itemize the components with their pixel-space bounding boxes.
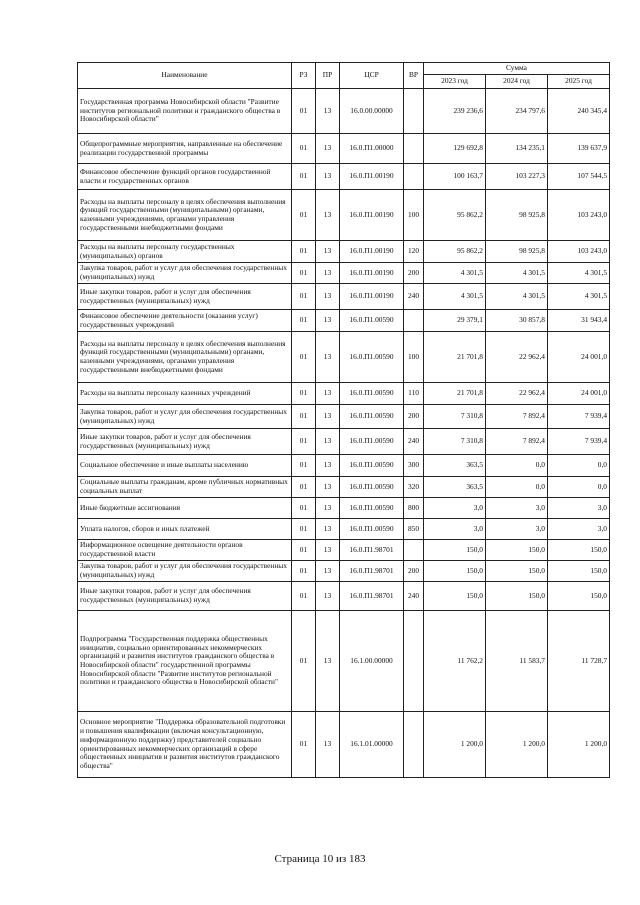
row-pr: 13 bbox=[316, 405, 340, 429]
row-sum-2024: 98 925,8 bbox=[486, 241, 548, 263]
row-csr: 16.0.П1.98701 bbox=[340, 561, 404, 582]
row-csr: 16.0.П1.00590 bbox=[340, 383, 404, 405]
row-rz: 01 bbox=[292, 383, 316, 405]
row-name: Расходы на выплаты персоналу в целях обеспечения выполнения функций государственными (муниципальными) органами, казенными учреждениями, органами управления государственными внебюджетными фондами bbox=[78, 332, 292, 383]
row-sum-2025: 0,0 bbox=[548, 455, 610, 477]
row-sum-2023: 363,5 bbox=[424, 455, 486, 477]
row-vr bbox=[404, 164, 424, 190]
table-row bbox=[78, 405, 610, 429]
row-csr: 16.0.00.00000 bbox=[340, 89, 404, 134]
row-sum-2024: 22 962,4 bbox=[486, 332, 548, 383]
row-name: Общепрограммные мероприятия, направленные на обеспечение реализации государственной программы bbox=[78, 134, 292, 164]
row-sum-2024: 150,0 bbox=[486, 561, 548, 582]
row-pr: 13 bbox=[316, 540, 340, 561]
row-name: Основное мероприятие "Поддержка образовательной подготовки и повышения квалификации (включая консультационную, информационную поддержку) представителей социально ориентированных некоммерческих организаций в сфере общественных инициатив и развития институтов гражданского общества" bbox=[78, 712, 292, 778]
row-pr: 13 bbox=[316, 310, 340, 332]
header-sum: Сумма bbox=[424, 63, 610, 75]
row-pr: 13 bbox=[316, 190, 340, 241]
row-rz: 01 bbox=[292, 332, 316, 383]
table-row bbox=[78, 561, 610, 582]
row-name: Закупка товаров, работ и услуг для обеспечения государственных (муниципальных) нужд bbox=[78, 405, 292, 429]
budget-table bbox=[77, 62, 610, 778]
row-vr: 320 bbox=[404, 477, 424, 498]
row-sum-2025: 3,0 bbox=[548, 498, 610, 519]
header-name: Наименование bbox=[78, 63, 292, 89]
table-row bbox=[78, 540, 610, 561]
row-sum-2024: 103 227,3 bbox=[486, 164, 548, 190]
row-pr: 13 bbox=[316, 332, 340, 383]
row-name: Информационное освещение деятельности органов государственной власти bbox=[78, 540, 292, 561]
header-year-2023: 2023 год bbox=[424, 75, 486, 89]
row-rz: 01 bbox=[292, 284, 316, 310]
row-sum-2024: 22 962,4 bbox=[486, 383, 548, 405]
row-vr bbox=[404, 310, 424, 332]
table-row bbox=[78, 383, 610, 405]
row-sum-2023: 1 200,0 bbox=[424, 712, 486, 778]
row-csr: 16.0.П1.00190 bbox=[340, 284, 404, 310]
row-sum-2023: 129 692,8 bbox=[424, 134, 486, 164]
row-rz: 01 bbox=[292, 712, 316, 778]
header-pr: ПР bbox=[316, 63, 340, 89]
row-sum-2025: 103 243,0 bbox=[548, 241, 610, 263]
row-rz: 01 bbox=[292, 405, 316, 429]
row-vr: 100 bbox=[404, 190, 424, 241]
row-sum-2025: 7 939,4 bbox=[548, 429, 610, 455]
row-sum-2024: 7 892,4 bbox=[486, 429, 548, 455]
row-rz: 01 bbox=[292, 498, 316, 519]
row-sum-2025: 7 939,4 bbox=[548, 405, 610, 429]
row-sum-2024: 150,0 bbox=[486, 540, 548, 561]
row-pr: 13 bbox=[316, 284, 340, 310]
row-rz: 01 bbox=[292, 89, 316, 134]
row-vr: 200 bbox=[404, 405, 424, 429]
row-pr: 13 bbox=[316, 477, 340, 498]
row-pr: 13 bbox=[316, 383, 340, 405]
table-row bbox=[78, 284, 610, 310]
row-rz: 01 bbox=[292, 611, 316, 712]
row-sum-2025: 107 544,5 bbox=[548, 164, 610, 190]
table-body bbox=[78, 89, 610, 778]
page-footer: Страница 10 из 183 bbox=[274, 853, 366, 865]
table-row bbox=[78, 498, 610, 519]
row-name: Расходы на выплаты персоналу в целях обеспечения выполнения функций государственными (муниципальными) органами, казенными учреждениями, органами управления государственными внебюджетными фондами bbox=[78, 190, 292, 241]
row-csr: 16.0.П1.00190 bbox=[340, 263, 404, 284]
row-sum-2023: 7 310,8 bbox=[424, 429, 486, 455]
row-rz: 01 bbox=[292, 582, 316, 611]
row-rz: 01 bbox=[292, 241, 316, 263]
row-vr: 100 bbox=[404, 332, 424, 383]
row-pr: 13 bbox=[316, 561, 340, 582]
row-pr: 13 bbox=[316, 498, 340, 519]
row-csr: 16.0.П1.00590 bbox=[340, 405, 404, 429]
row-sum-2023: 11 762,2 bbox=[424, 611, 486, 712]
row-sum-2025: 4 301,5 bbox=[548, 263, 610, 284]
row-pr: 13 bbox=[316, 134, 340, 164]
row-rz: 01 bbox=[292, 429, 316, 455]
row-pr: 13 bbox=[316, 429, 340, 455]
row-csr: 16.0.П1.00190 bbox=[340, 190, 404, 241]
table-row bbox=[78, 455, 610, 477]
row-sum-2024: 0,0 bbox=[486, 455, 548, 477]
row-sum-2023: 150,0 bbox=[424, 582, 486, 611]
header-csr: ЦСР bbox=[340, 63, 404, 89]
table-row bbox=[78, 611, 610, 712]
table-row bbox=[78, 263, 610, 284]
row-sum-2024: 0,0 bbox=[486, 477, 548, 498]
row-sum-2023: 7 310,8 bbox=[424, 405, 486, 429]
row-name: Закупка товаров, работ и услуг для обеспечения государственных (муниципальных) нужд bbox=[78, 263, 292, 284]
row-name: Расходы на выплаты персоналу казенных учреждений bbox=[78, 383, 292, 405]
row-name: Иные закупки товаров, работ и услуг для обеспечения государственных (муниципальных) нужд bbox=[78, 429, 292, 455]
row-sum-2024: 150,0 bbox=[486, 582, 548, 611]
row-pr: 13 bbox=[316, 611, 340, 712]
row-sum-2023: 21 701,8 bbox=[424, 332, 486, 383]
row-vr: 110 bbox=[404, 383, 424, 405]
row-sum-2025: 103 243,0 bbox=[548, 190, 610, 241]
row-pr: 13 bbox=[316, 241, 340, 263]
row-csr: 16.0.П1.00590 bbox=[340, 310, 404, 332]
header-year-2025: 2025 год bbox=[548, 75, 610, 89]
row-name: Иные закупки товаров, работ и услуг для обеспечения государственных (муниципальных) нужд bbox=[78, 582, 292, 611]
row-vr: 120 bbox=[404, 241, 424, 263]
row-sum-2024: 98 925,8 bbox=[486, 190, 548, 241]
row-sum-2024: 7 892,4 bbox=[486, 405, 548, 429]
row-name: Уплата налогов, сборов и иных платежей bbox=[78, 519, 292, 540]
row-sum-2024: 134 235,1 bbox=[486, 134, 548, 164]
row-sum-2023: 150,0 bbox=[424, 561, 486, 582]
row-sum-2024: 3,0 bbox=[486, 519, 548, 540]
table-row bbox=[78, 332, 610, 383]
row-sum-2023: 95 862,2 bbox=[424, 241, 486, 263]
row-csr: 16.0.П1.98701 bbox=[340, 540, 404, 561]
row-name: Социальное обеспечение и иные выплаты населению bbox=[78, 455, 292, 477]
row-csr: 16.0.П1.00590 bbox=[340, 498, 404, 519]
row-sum-2023: 150,0 bbox=[424, 540, 486, 561]
table-row bbox=[78, 134, 610, 164]
row-name: Иные бюджетные ассигнования bbox=[78, 498, 292, 519]
row-rz: 01 bbox=[292, 310, 316, 332]
row-sum-2023: 4 301,5 bbox=[424, 284, 486, 310]
row-vr: 800 bbox=[404, 498, 424, 519]
row-sum-2025: 240 345,4 bbox=[548, 89, 610, 134]
row-vr: 240 bbox=[404, 284, 424, 310]
table-row bbox=[78, 477, 610, 498]
row-sum-2024: 4 301,5 bbox=[486, 263, 548, 284]
table-row bbox=[78, 310, 610, 332]
table-row bbox=[78, 164, 610, 190]
header-year-2024: 2024 год bbox=[486, 75, 548, 89]
row-sum-2023: 29 379,1 bbox=[424, 310, 486, 332]
row-sum-2023: 239 236,6 bbox=[424, 89, 486, 134]
row-sum-2024: 3,0 bbox=[486, 498, 548, 519]
table-row bbox=[78, 519, 610, 540]
row-sum-2025: 150,0 bbox=[548, 540, 610, 561]
row-sum-2025: 150,0 bbox=[548, 582, 610, 611]
row-sum-2025: 31 943,4 bbox=[548, 310, 610, 332]
row-sum-2024: 1 200,0 bbox=[486, 712, 548, 778]
row-sum-2023: 363,5 bbox=[424, 477, 486, 498]
row-vr: 240 bbox=[404, 429, 424, 455]
row-csr: 16.0.П1.00000 bbox=[340, 134, 404, 164]
row-vr: 850 bbox=[404, 519, 424, 540]
row-vr bbox=[404, 611, 424, 712]
table-row bbox=[78, 241, 610, 263]
row-rz: 01 bbox=[292, 540, 316, 561]
row-sum-2024: 30 857,8 bbox=[486, 310, 548, 332]
row-sum-2023: 100 163,7 bbox=[424, 164, 486, 190]
table-row bbox=[78, 190, 610, 241]
row-csr: 16.0.П1.00590 bbox=[340, 429, 404, 455]
row-vr: 200 bbox=[404, 263, 424, 284]
row-sum-2024: 11 583,7 bbox=[486, 611, 548, 712]
row-pr: 13 bbox=[316, 89, 340, 134]
row-name: Иные закупки товаров, работ и услуг для обеспечения государственных (муниципальных) нужд bbox=[78, 284, 292, 310]
row-vr bbox=[404, 540, 424, 561]
row-sum-2025: 24 001,0 bbox=[548, 383, 610, 405]
row-vr: 240 bbox=[404, 582, 424, 611]
row-sum-2023: 21 701,8 bbox=[424, 383, 486, 405]
row-csr: 16.0.П1.00190 bbox=[340, 164, 404, 190]
row-rz: 01 bbox=[292, 561, 316, 582]
row-csr: 16.0.П1.00590 bbox=[340, 519, 404, 540]
row-rz: 01 bbox=[292, 134, 316, 164]
row-rz: 01 bbox=[292, 455, 316, 477]
row-csr: 16.0.П1.00590 bbox=[340, 455, 404, 477]
row-vr bbox=[404, 134, 424, 164]
row-sum-2023: 3,0 bbox=[424, 519, 486, 540]
row-csr: 16.0.П1.00590 bbox=[340, 477, 404, 498]
table-row bbox=[78, 712, 610, 778]
table-row bbox=[78, 429, 610, 455]
row-vr: 300 bbox=[404, 455, 424, 477]
row-csr: 16.0.П1.00190 bbox=[340, 241, 404, 263]
row-pr: 13 bbox=[316, 263, 340, 284]
row-rz: 01 bbox=[292, 519, 316, 540]
row-pr: 13 bbox=[316, 712, 340, 778]
row-sum-2025: 1 200,0 bbox=[548, 712, 610, 778]
row-sum-2025: 139 637,9 bbox=[548, 134, 610, 164]
row-name: Подпрограмма "Государственная поддержка общественных инициатив, социально ориентированных некоммерческих организаций и развития институтов гражданского общества в Новосибирской области" государственной программы Новосибирской области "Развитие институтов региональной политики и гражданского общества в Новосибирской области" bbox=[78, 611, 292, 712]
row-name: Финансовое обеспечение функций органов государственной власти и государственных органов bbox=[78, 164, 292, 190]
table-row bbox=[78, 582, 610, 611]
header-vr: ВР bbox=[404, 63, 424, 89]
row-name: Расходы на выплаты персоналу государственных (муниципальных) органов bbox=[78, 241, 292, 263]
row-csr: 16.0.П1.98701 bbox=[340, 582, 404, 611]
row-sum-2025: 3,0 bbox=[548, 519, 610, 540]
row-rz: 01 bbox=[292, 263, 316, 284]
row-rz: 01 bbox=[292, 164, 316, 190]
table-row bbox=[78, 89, 610, 134]
row-sum-2023: 4 301,5 bbox=[424, 263, 486, 284]
row-sum-2024: 4 301,5 bbox=[486, 284, 548, 310]
row-sum-2025: 0,0 bbox=[548, 477, 610, 498]
row-sum-2025: 4 301,5 bbox=[548, 284, 610, 310]
row-sum-2023: 95 862,2 bbox=[424, 190, 486, 241]
row-pr: 13 bbox=[316, 164, 340, 190]
row-name: Закупка товаров, работ и услуг для обеспечения государственных (муниципальных) нужд bbox=[78, 561, 292, 582]
row-vr bbox=[404, 89, 424, 134]
row-sum-2025: 24 001,0 bbox=[548, 332, 610, 383]
row-name: Государственная программа Новосибирской области "Развитие институтов региональной политики и гражданского общества в Новосибирской области" bbox=[78, 89, 292, 134]
row-vr bbox=[404, 712, 424, 778]
row-pr: 13 bbox=[316, 582, 340, 611]
row-rz: 01 bbox=[292, 190, 316, 241]
row-sum-2025: 11 728,7 bbox=[548, 611, 610, 712]
header-rz: РЗ bbox=[292, 63, 316, 89]
row-vr: 200 bbox=[404, 561, 424, 582]
row-sum-2025: 150,0 bbox=[548, 561, 610, 582]
row-csr: 16.1.00.00000 bbox=[340, 611, 404, 712]
row-sum-2024: 234 797,6 bbox=[486, 89, 548, 134]
row-sum-2023: 3,0 bbox=[424, 498, 486, 519]
row-pr: 13 bbox=[316, 455, 340, 477]
row-csr: 16.1.01.00000 bbox=[340, 712, 404, 778]
row-name: Социальные выплаты гражданам, кроме публичных нормативных социальных выплат bbox=[78, 477, 292, 498]
row-name: Финансовое обеспечение деятельности (оказания услуг) государственных учреждений bbox=[78, 310, 292, 332]
row-csr: 16.0.П1.00590 bbox=[340, 332, 404, 383]
row-rz: 01 bbox=[292, 477, 316, 498]
row-pr: 13 bbox=[316, 519, 340, 540]
